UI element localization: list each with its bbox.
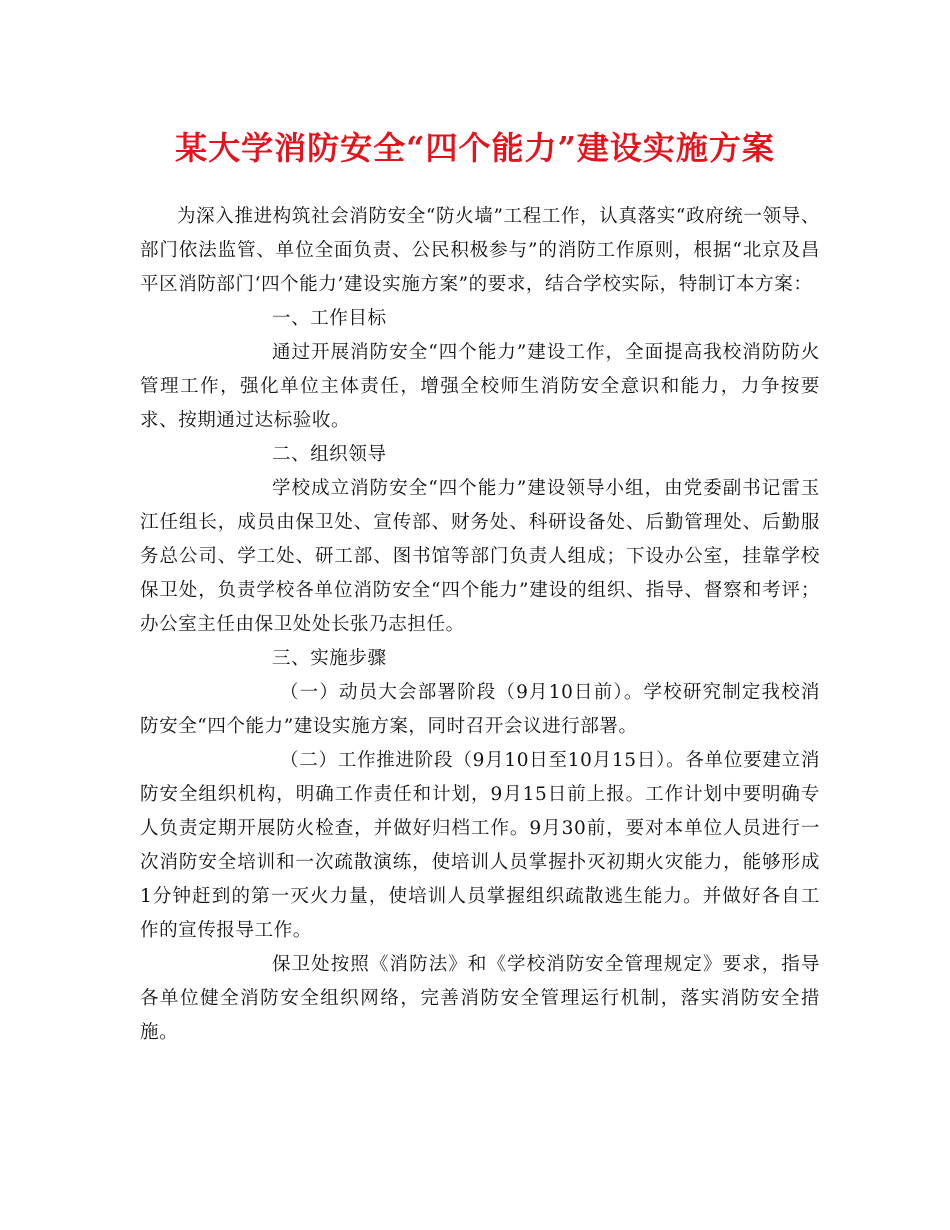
document-body [140,200,820,1050]
goals-paragraph: 通过开展消防安全“四个能力”建设工作，全面提高我校消防防火管理工作，强化单位主体责任，增强全校师生消防安全意识和能力，力争按要求、按期通过达标验收。 [140,342,820,431]
intro-paragraph: 为深入推进构筑社会消防安全“防火墙”工程工作，认真落实“政府统一领导、部门依法监管、单位全面负责、公民积极参与”的消防工作原则，根据“北京及昌平区消防部门‘四个能力’建设实施方案”的要求，结合学校实际，特制订本方案： [140,206,820,295]
document-title: 某大学消防安全“四个能力”建设实施方案 [175,129,775,167]
section-heading-steps: 三、实施步骤 [272,648,387,669]
section-heading-leadership: 二、组织领导 [272,444,387,465]
security-office-paragraph: 保卫处按照《消防法》和《学校消防安全管理规定》要求，指导各单位健全消防安全组织网络，完善消防安全管理运行机制，落实消防安全措施。 [140,954,820,1043]
step-two-paragraph: （二）工作推进阶段（9月10日至10月15日）。各单位要建立消防安全组织机构，明确工作责任和计划，9月15日前上报。工作计划中要明确专人负责定期开展防火检查，并做好归档工作。9月30前，要对本单位人员进行一次消防安全培训和一次疏散演练，使培训人员掌握扑灭初期火灾能力，能够形成1分钟赶到的第一灭火力量，使培训人员掌握组织疏散逃生能力。并做好各自工作的宣传报导工作。 [140,750,820,941]
leadership-paragraph: 学校成立消防安全“四个能力”建设领导小组，由党委副书记雷玉江任组长，成员由保卫处、宣传部、财务处、科研设备处、后勤管理处、后勤服务总公司、学工处、研工部、图书馆等部门负责人组成；下设办公室，挂靠学校保卫处，负责学校各单位消防安全“四个能力”建设的组织、指导、督察和考评；办公室主任由保卫处处长张乃志担任。 [140,478,820,635]
section-heading-goals: 一、工作目标 [272,308,387,329]
step-one-paragraph: （一）动员大会部署阶段（9月10日前）。学校研究制定我校消防安全“四个能力”建设实施方案，同时召开会议进行部署。 [140,682,820,737]
